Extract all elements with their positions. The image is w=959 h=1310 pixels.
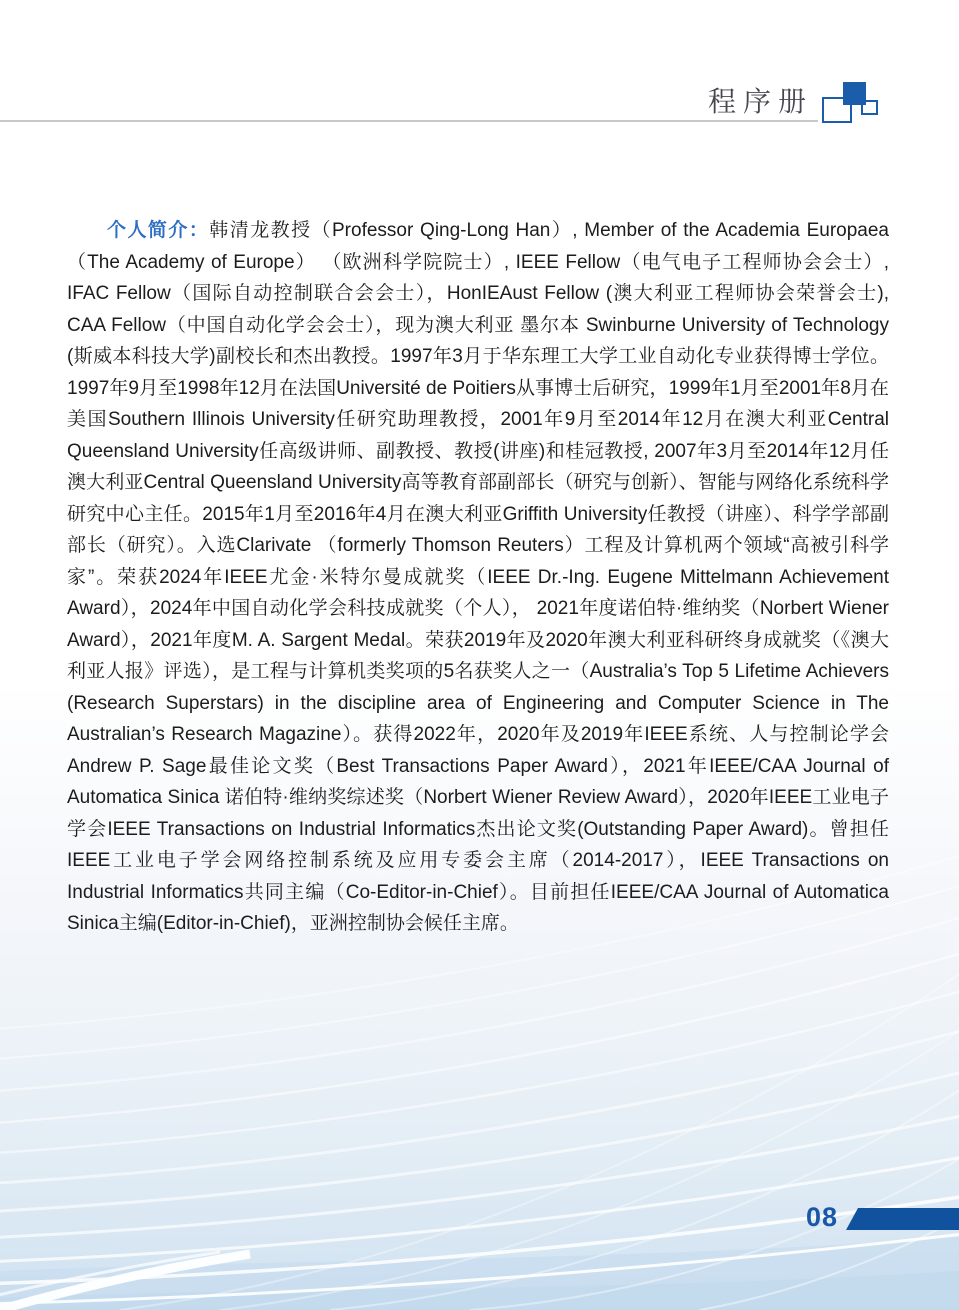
page-number: 08 (806, 1202, 839, 1232)
profile-paragraph (67, 215, 889, 940)
profile-body-text: 韩清龙教授（Professor Qing-Long Han）, Member of the Academia Europaea（The Academy of Europe） （欧洲科学院院士）, IEEE Fellow（电气电子工程师协会会士）, IFAC Fellow（国际自动控制联合会会士），HonIEAust Fellow (澳大利亚工程师协会荣誉会士), CAA Fellow（中国自动化学会会士），现为澳大利亚 墨尔本 Swinburne University of Technology (斯威本科技大学)副校长和杰出教授。1997年3月于华东理工大学工业自动化专业获得博士学位。1997年9月至1998年12月在法国Université de Poitiers从事博士后研究，1999年1月至2001年8月在美国Southern Illinois University任研究助理教授，2001年9月至2014年12月在澳大利亚Central Queensland University任高级讲师、副教授、教授(讲座)和桂冠教授, 2007年3月至2014年12月任澳大利亚Central Queensland University高等教育部副部长（研究与创新）、智能与网络化系统科学研究中心主任。2015年1月至2016年4月在澳大利亚Griffith University任教授（讲座）、科学学部副部长（研究）。入选Clarivate （formerly Thomson Reuters）工程及计算机两个领域“高被引科学家”。荣获2024年IEEE尤金·米特尔曼成就奖（IEEE Dr.-Ing. Eugene Mittelmann Achievement Award），2024年中国自动化学会科技成就奖（个人）， 2021年度诺伯特·维纳奖（Norbert Wiener Award），2021年度M. A. Sargent Medal。荣获2019年及2020年澳大利亚科研终身成就奖（《澳大利亚人报》评选），是工程与计算机类奖项的5名获奖人之一（Australia’s Top 5 Lifetime Achievers (Research Superstars) in the discipline area of Engineering and Computer Science in The Australian’s Research Magazine）。获得2022年，2020年及2019年IEEE系统、人与控制论学会Andrew P. Sage最佳论文奖（Best Transactions Paper Award），2021年IEEE/CAA Journal of Automatica Sinica 诺伯特·维纳奖综述奖（Norbert Wiener Review Award），2020年IEEE工业电子学会IEEE Transactions on Industrial Informatics杰出论文奖(Outstanding Paper Award)。曾担任IEEE工业电子学会网络控制系统及应用专委会主席（2014-2017），IEEE Transactions on Industrial Informatics共同主编（Co-Editor-in-Chief）。目前担任IEEE/CAA Journal of Automatica Sinica主编(Editor-in-Chief)，亚洲控制协会候任主席。 (67, 220, 889, 934)
logo-square-filled (843, 82, 866, 105)
profile-label: 个人简介： (107, 220, 210, 241)
footer-accent-bar (846, 1208, 959, 1230)
header-title: 程序册 (707, 87, 813, 118)
header-divider-line (0, 120, 818, 122)
